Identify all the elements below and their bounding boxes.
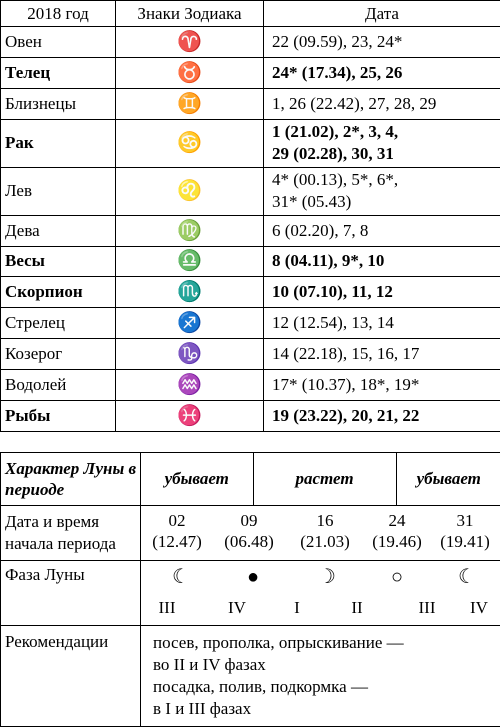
recommendation-line: во II и IV фазах xyxy=(153,654,500,676)
period-time: (19.46) xyxy=(369,531,425,552)
zodiac-symbol-icon: ♓ xyxy=(116,401,264,432)
moon-phase-label: Фаза Луны xyxy=(1,561,141,626)
phase-number: II xyxy=(337,597,377,619)
zodiac-dates xyxy=(264,401,500,432)
phase-number: III xyxy=(147,597,187,619)
period-entry xyxy=(437,510,493,552)
zodiac-symbol-icon: ♒ xyxy=(116,370,264,401)
period-entry xyxy=(297,510,353,552)
zodiac-name: Скорпион xyxy=(1,277,116,308)
zodiac-row xyxy=(1,88,500,119)
zodiac-dates xyxy=(264,370,500,401)
moon-period-row xyxy=(1,506,500,561)
zodiac-date-line: 24* (17.34), 25, 26 xyxy=(272,62,496,84)
recommendations-label: Рекомендации xyxy=(1,626,141,727)
waning-moon-icon: ☾ xyxy=(452,565,482,589)
zodiac-date-line: 12 (12.54), 13, 14 xyxy=(272,312,496,334)
zodiac-symbol-icon: ♐ xyxy=(116,308,264,339)
moon-table xyxy=(0,452,500,727)
phase-number: I xyxy=(277,597,317,619)
moon-period-label: Дата и время начала периода xyxy=(1,506,141,561)
zodiac-row xyxy=(1,339,500,370)
recommendations-text xyxy=(141,626,500,727)
moon-character-2: растет xyxy=(253,453,396,505)
zodiac-symbol-icon: ♈ xyxy=(116,27,264,58)
header-date: Дата xyxy=(264,1,500,27)
period-time: (06.48) xyxy=(221,531,277,552)
zodiac-name: Водолей xyxy=(1,370,116,401)
zodiac-dates xyxy=(264,215,500,246)
zodiac-date-line: 22 (09.59), 23, 24* xyxy=(272,31,496,53)
recommendations-row xyxy=(1,626,500,727)
zodiac-row xyxy=(1,277,500,308)
period-entry xyxy=(369,510,425,552)
zodiac-name: Близнецы xyxy=(1,88,116,119)
zodiac-dates xyxy=(264,57,500,88)
new-moon-icon: ● xyxy=(238,565,268,589)
zodiac-dates xyxy=(264,119,500,167)
zodiac-dates xyxy=(264,27,500,58)
zodiac-row xyxy=(1,57,500,88)
zodiac-symbol-icon: ♌ xyxy=(116,167,264,215)
full-moon-icon: ○ xyxy=(382,565,412,589)
zodiac-row xyxy=(1,27,500,58)
period-day: 09 xyxy=(221,510,277,531)
moon-character-row xyxy=(1,453,500,506)
zodiac-date-line: 1, 26 (22.42), 27, 28, 29 xyxy=(272,93,496,115)
zodiac-name: Овен xyxy=(1,27,116,58)
zodiac-name: Телец xyxy=(1,57,116,88)
zodiac-dates xyxy=(264,308,500,339)
zodiac-symbol-icon: ♉ xyxy=(116,57,264,88)
zodiac-row xyxy=(1,167,500,215)
recommendation-line: посадка, полив, подкормка — xyxy=(153,676,500,698)
zodiac-dates xyxy=(264,339,500,370)
zodiac-symbol-icon: ♎ xyxy=(116,246,264,277)
zodiac-name: Козерог xyxy=(1,339,116,370)
waning-moon-icon: ☾ xyxy=(166,565,196,589)
phase-number: III xyxy=(407,597,447,619)
zodiac-date-line: 29 (02.28), 30, 31 xyxy=(272,143,496,165)
zodiac-header-row xyxy=(1,1,500,27)
zodiac-name: Лев xyxy=(1,167,116,215)
moon-character-3: убывает xyxy=(396,453,500,505)
header-year: 2018 год xyxy=(1,1,116,27)
zodiac-symbol-icon: ♍ xyxy=(116,215,264,246)
zodiac-name: Весы xyxy=(1,246,116,277)
period-time: (19.41) xyxy=(437,531,493,552)
moon-character-label: Характер Луны в периоде xyxy=(1,453,141,506)
period-entry xyxy=(149,510,205,552)
zodiac-dates xyxy=(264,167,500,215)
period-time: (21.03) xyxy=(297,531,353,552)
header-sign: Знаки Зодиака xyxy=(116,1,264,27)
zodiac-row xyxy=(1,401,500,432)
period-day: 02 xyxy=(149,510,205,531)
zodiac-symbol-icon: ♊ xyxy=(116,88,264,119)
zodiac-date-line: 14 (22.18), 15, 16, 17 xyxy=(272,343,496,365)
zodiac-dates xyxy=(264,88,500,119)
zodiac-name: Рак xyxy=(1,119,116,167)
recommendation-line: посев, прополка, опрыскивание — xyxy=(153,632,500,654)
zodiac-date-line: 10 (07.10), 11, 12 xyxy=(272,281,496,303)
recommendation-line: в I и III фазах xyxy=(153,698,500,720)
zodiac-symbol-icon: ♑ xyxy=(116,339,264,370)
moon-phase-row xyxy=(1,561,500,626)
zodiac-row xyxy=(1,370,500,401)
zodiac-dates xyxy=(264,277,500,308)
zodiac-date-line: 6 (02.20), 7, 8 xyxy=(272,220,496,242)
zodiac-date-line: 17* (10.37), 18*, 19* xyxy=(272,374,496,396)
zodiac-symbol-icon: ♏ xyxy=(116,277,264,308)
zodiac-date-line: 8 (04.11), 9*, 10 xyxy=(272,250,496,272)
zodiac-name: Дева xyxy=(1,215,116,246)
zodiac-date-line: 31* (05.43) xyxy=(272,191,496,213)
zodiac-row xyxy=(1,215,500,246)
zodiac-row xyxy=(1,308,500,339)
zodiac-row xyxy=(1,246,500,277)
period-day: 31 xyxy=(437,510,493,531)
period-day: 24 xyxy=(369,510,425,531)
zodiac-name: Стрелец xyxy=(1,308,116,339)
zodiac-date-line: 1 (21.02), 2*, 3, 4, xyxy=(272,121,496,143)
period-entry xyxy=(221,510,277,552)
zodiac-symbol-icon: ♋ xyxy=(116,119,264,167)
zodiac-date-line: 19 (23.22), 20, 21, 22 xyxy=(272,405,496,427)
moon-character-1: убывает xyxy=(141,453,253,505)
waxing-moon-icon: ☽ xyxy=(312,565,342,589)
period-time: (12.47) xyxy=(149,531,205,552)
zodiac-date-line: 4* (00.13), 5*, 6*, xyxy=(272,169,496,191)
period-day: 16 xyxy=(297,510,353,531)
phase-number: IV xyxy=(217,597,257,619)
zodiac-dates xyxy=(264,246,500,277)
phase-number: IV xyxy=(459,597,499,619)
zodiac-row xyxy=(1,119,500,167)
zodiac-name: Рыбы xyxy=(1,401,116,432)
